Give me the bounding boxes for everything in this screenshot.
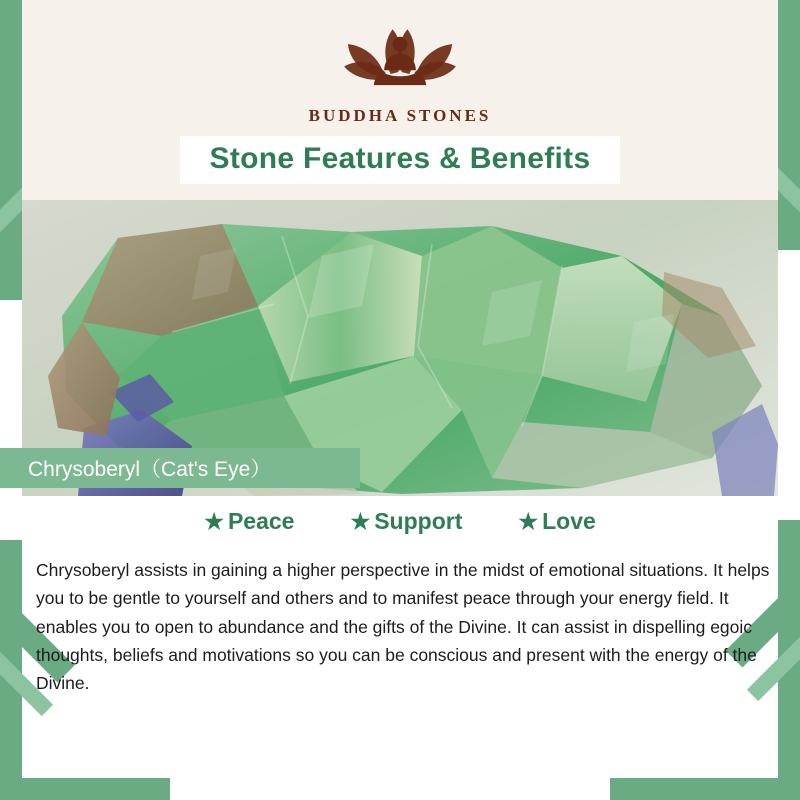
brand-name: BUDDHA STONES xyxy=(308,106,492,125)
benefit-item xyxy=(204,508,294,535)
lotus-meditation-icon xyxy=(325,20,475,100)
frame-accent-top-right-vertical xyxy=(778,0,800,250)
frame-accent-bottom-right-horizontal xyxy=(610,778,800,800)
frame-accent-bottom-left-horizontal xyxy=(0,778,170,800)
page-title: Stone Features & Benefits xyxy=(209,142,591,175)
benefit-label: Peace xyxy=(227,508,295,534)
header-card xyxy=(22,0,778,200)
benefit-label: Support xyxy=(374,508,463,534)
frame-accent-top-left-vertical xyxy=(0,0,22,300)
benefits-row xyxy=(22,508,778,535)
star-icon: ★ xyxy=(204,508,224,534)
star-icon: ★ xyxy=(518,508,539,534)
description-text: Chrysoberyl assists in gaining a higher perspective in the midst of emotional situations. It helps you to be gentle to yourself and others and to manifest peace through your energy field. It enables you to open to abundance and the gifts of the Divine. It can assist in dispelling egoic thoughts, beliefs and motivations so you can be conscious and present with the energy of the Divine. xyxy=(36,560,770,694)
benefit-label: Love xyxy=(542,508,596,534)
benefit-item xyxy=(350,508,462,535)
stone-name-caption: Chrysoberyl（Cat's Eye） xyxy=(0,448,360,488)
benefit-item xyxy=(518,508,595,535)
star-icon: ★ xyxy=(350,508,371,534)
title-banner xyxy=(180,136,621,184)
